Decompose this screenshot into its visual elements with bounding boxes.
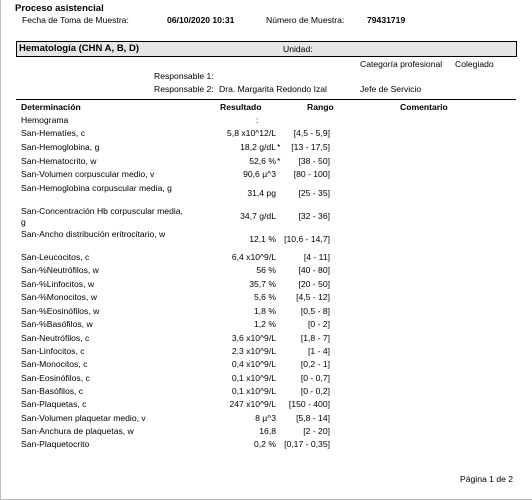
row-6-value: 34,7 g/dL (240, 211, 276, 221)
row-3-name: San-Hematocrito, w (21, 156, 97, 166)
responsable-1-label: Responsable 1: (154, 71, 214, 81)
col-resultado: Resultado (220, 102, 262, 112)
page-frame-left (0, 0, 1, 500)
row-8-name: San-Leucocitos, c (21, 252, 90, 262)
fecha-label: Fecha de Toma de Muestra: (22, 15, 129, 25)
row-1-range: [4,5 - 5,9] (293, 128, 330, 138)
row-21-value: 16,8 (259, 426, 276, 436)
row-12-value: 1,8 % (254, 306, 276, 316)
row-22-name: San-Plaquetocrito (21, 439, 90, 449)
row-4-name: San-Volumen corpuscular medio, v (21, 169, 155, 179)
row-0-flag: : (256, 115, 259, 125)
row-2-name: San-Hemoglobina, g (21, 142, 100, 152)
row-14-value: 3,6 x10^9/L (231, 333, 276, 343)
row-11-value: 5,6 % (254, 292, 276, 302)
row-13-range: [0 - 2] (308, 319, 330, 329)
row-0-name: Hemograma (21, 115, 69, 125)
row-20-value: 8 µ^3 (255, 413, 276, 423)
row-2-flag: * (277, 142, 281, 152)
row-3-range: [38 - 50] (298, 156, 330, 166)
fecha-value: 06/10/2020 10:31 (167, 15, 235, 25)
col-rango: Rango (307, 102, 334, 112)
row-22-range: [0,17 - 0,35] (284, 439, 330, 449)
row-15-range: [1 - 4] (308, 346, 330, 356)
row-3-flag: * (277, 156, 281, 166)
row-19-value: 247 x10^9/L (229, 399, 276, 409)
row-9-name: San-%Neutrófilos, w (21, 265, 99, 275)
row-18-name: San-Basófilos, c (21, 386, 84, 396)
row-15-value: 2,3 x10^9/L (231, 346, 276, 356)
row-9-value: 56 % (256, 265, 276, 275)
section-title: Hematología (CHN A, B, D) (19, 43, 139, 54)
row-22-value: 0,2 % (254, 439, 276, 449)
row-6-range: [32 - 36] (298, 211, 330, 221)
row-4-range: [80 - 100] (293, 169, 330, 179)
row-6-name: San-Concentración Hb corpuscular media, g (21, 206, 183, 227)
row-2-value: 18,2 g/dL (240, 142, 276, 152)
section-divider (16, 99, 516, 100)
row-10-range: [20 - 50] (298, 279, 330, 289)
row-12-name: San-%Eosinófilos, w (21, 306, 100, 316)
colegiado-header: Colegiado (455, 59, 494, 69)
row-9-range: [40 - 80] (298, 265, 330, 275)
muestra-value: 79431719 (367, 15, 406, 25)
row-20-name: San-Volumen plaquetar medio, v (21, 413, 146, 423)
row-17-name: San-Eosinófilos, c (21, 373, 90, 383)
row-8-range: [4 - 11] (303, 252, 330, 262)
row-18-value: 0,1 x10^9/L (231, 386, 276, 396)
row-5-name: San-Hemoglobina corpuscular media, g (21, 183, 172, 193)
row-14-name: San-Neutrófilos, c (21, 333, 90, 343)
row-7-value: 12,1 % (249, 234, 276, 244)
muestra-label: Número de Muestra: (266, 15, 345, 25)
row-16-range: [0,2 - 1] (300, 359, 330, 369)
row-13-value: 1,2 % (254, 319, 276, 329)
responsable-2-name: Dra. Margarita Redondo Izal (219, 84, 327, 94)
unidad-label: Unidad: (283, 44, 313, 54)
row-21-name: San-Anchura de plaquetas, w (21, 426, 134, 436)
row-15-name: San-Linfocitos, c (21, 346, 85, 356)
row-10-value: 35,7 % (249, 279, 276, 289)
row-5-range: [25 - 35] (298, 188, 330, 198)
row-14-range: [1,8 - 7] (300, 333, 330, 343)
row-11-range: [4,5 - 12] (296, 292, 330, 302)
row-20-range: [5,8 - 14] (296, 413, 330, 423)
row-8-value: 6,4 x10^9/L (231, 252, 276, 262)
row-13-name: San-%Basófilos, w (21, 319, 93, 329)
row-16-name: San-Monocitos, c (21, 359, 88, 369)
responsable-2-category: Jefe de Servicio (360, 84, 422, 94)
responsable-2-label: Responsable 2: (154, 84, 214, 94)
row-10-name: San-%Linfocitos, w (21, 279, 95, 289)
row-21-range: [2 - 20] (303, 426, 330, 436)
row-2-range: [13 - 17,5] (291, 142, 330, 152)
col-determinacion: Determinación (21, 102, 81, 112)
categoria-header: Categoría profesional (360, 59, 443, 69)
page-number: Página 1 de 2 (460, 474, 514, 484)
row-7-name: San-Ancho distribución eritrocitario, w (21, 229, 166, 239)
row-5-value: 31,4 pg (247, 188, 276, 198)
row-7-range: [10,6 - 14,7] (284, 234, 330, 244)
row-16-value: 0,4 x10^9/L (231, 359, 276, 369)
row-1-value: 5,8 x10^12/L (227, 128, 276, 138)
row-19-name: San-Plaquetas, c (21, 399, 87, 409)
row-17-range: [0 - 0,7] (300, 373, 330, 383)
row-1-name: San-Hematíes, c (21, 128, 85, 138)
row-19-range: [150 - 400] (288, 399, 330, 409)
row-18-range: [0 - 0,2] (300, 386, 330, 396)
row-4-value: 90,6 µ^3 (243, 169, 276, 179)
row-11-name: San-%Monocitos, w (21, 292, 97, 302)
row-3-value: 52,6 % (249, 156, 276, 166)
row-17-value: 0,1 x10^9/L (231, 373, 276, 383)
col-comentario: Comentario (400, 102, 448, 112)
page-title: Proceso asistencial (15, 3, 104, 14)
row-12-range: [0,5 - 8] (300, 306, 330, 316)
